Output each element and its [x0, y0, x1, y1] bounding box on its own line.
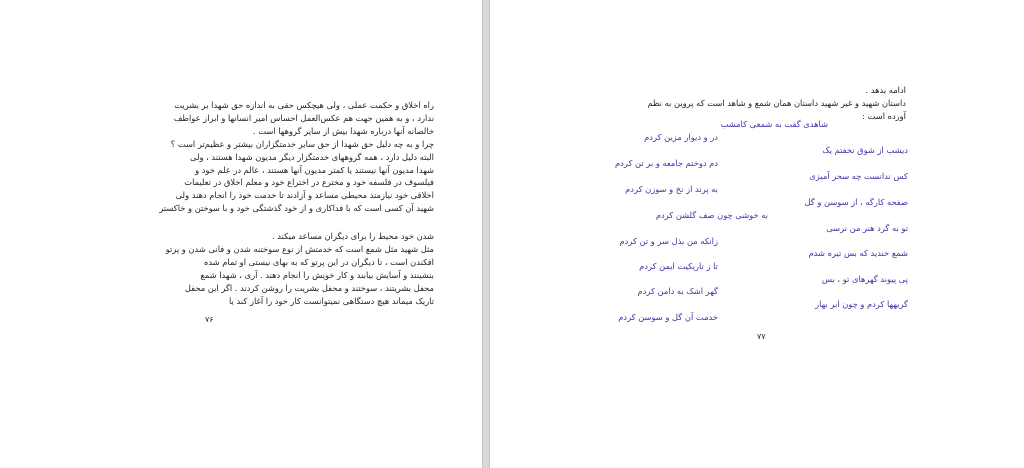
left-page [0, 0, 482, 468]
text-line: شهدا مدیون آنها نیستند یا کمتر مدیون آنها هستند ، عالم در علم خود و [195, 164, 434, 175]
right-intro [486, 84, 906, 123]
text-line: داستان شهید و غیر شهید داستان همان شمع و شاهد است که پروین به نظم [647, 97, 906, 108]
text-line: تاریک میماند هیچ دستگاهی نمیتوانست کار خود را آغاز کند یا [229, 295, 434, 306]
left-paragraph-1 [44, 99, 434, 215]
poem-right-line: کس ندانست چه سحر آمیزی [809, 171, 908, 181]
text-line: فیلسوف در فلسفه خود و مخترع در اختراع خود و معلم اخلاق در تعلیمات [184, 177, 434, 188]
text-line: افکندن است ، تا دیگران در این پرتو که به بهای نیستی او تمام شده [203, 256, 434, 267]
text-line: راه اخلاق و حکمت عملی ، ولی هیچکس حقی به اندازه حق شهدا بر بشریت [174, 100, 434, 110]
poem-left-line: به پرند از نخ و سوزن کردم [625, 184, 718, 194]
text-line: محفل بشریتند ، سوختند و محفل بشریت را روشن کردند . اگر این محفل [184, 282, 434, 293]
page-divider [482, 0, 490, 468]
poem-right-line: پی پیوند گهرهای تو ، بس [821, 274, 908, 284]
text-line: ادامه بدهد . [865, 85, 906, 95]
text-line: البته دلیل دارد ، همه گروههای خدمتگزار دیگر مدیون شهدا هستند ، ولی [190, 151, 434, 162]
poem-right-line: شاهدی گفت به شمعی کامشب [720, 119, 828, 129]
left-paragraph-2 [44, 230, 434, 307]
poem-left-line: به خوشی چون صف گلشن کردم [655, 210, 768, 220]
poem-right-line: شمع خندید که بس تیره شدم [808, 248, 908, 258]
poem-left-line: تا ز تاریکیت ایمن کردم [639, 261, 718, 271]
text-line: شدن خود محیط را برای دیگران مساعد میکند . [271, 231, 434, 241]
text-line: شهید آن کسی است که با فداکاری و از خود گذشتگی خود و با سوختن و خاکستر [159, 203, 434, 214]
page-number-left: ۷۶ [205, 315, 214, 324]
text-line: مثل شهید مثل شمع است که خدمتش از نوع سوختنه شدن و فانی شدن و پرتو [165, 243, 434, 254]
poem-right-line: گریهها کردم و چون ابر بهار [815, 299, 908, 309]
poem-left-line: زانکه من بذل سر و تن کردم [619, 236, 718, 246]
text-line: آورده است : [862, 110, 906, 121]
poem-left-line: در و دیوار مزین کردم [644, 132, 718, 142]
poem-right-line: صفحه کارگه ، از سوسن و گل [804, 197, 908, 207]
text-line: چرا و به چه دلیل حق شهدا از حق سایر خدمتگزاران بیشتر و عظیم‌تر است ؟ [170, 138, 434, 149]
text-line: بنشینند و آسایش بیابند و کار خویش را انجام دهند . آری ، شهدا شمع [200, 269, 434, 280]
page-number-right: ۷۷ [757, 332, 766, 341]
poem-left-line: دم دوختم جامعه و بر تن کردم [615, 158, 718, 168]
right-page [490, 0, 1024, 468]
poem-left-line: گهر اشک به دامن کردم [637, 286, 718, 296]
poem-left-line: خدمت آن گل و سوسن کردم [618, 312, 718, 322]
text-line: ندارد ، و به همین جهت هم عکس‌العمل احساس امیر انسانها و ابراز عواطف [173, 112, 434, 123]
poem-right-line: دیشب از شوق نخفتم یک [822, 145, 908, 155]
text-line: اخلاقی خود نیازمند محیطی مساعد و آزادند تا خدمت خود را انجام دهند ولی [175, 190, 434, 201]
text-line: خالصانه آنها درباره شهدا بیش از سایر گروهها است . [252, 125, 434, 136]
poem-right-line: تو به گرد هنر من نرسی [826, 223, 908, 233]
